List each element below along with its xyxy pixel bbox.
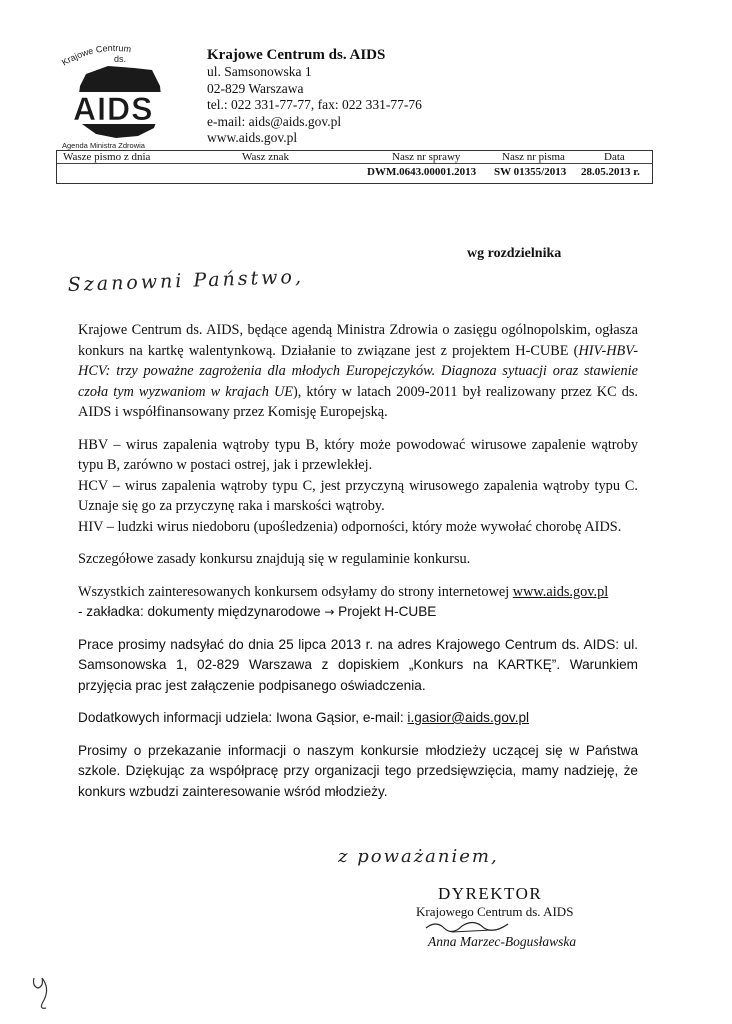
- addressee: wg rozdzielnika: [467, 246, 562, 261]
- paragraph-hbv: HBV – wirus zapalenia wątroby typu B, który może powodować wirusowe zapalenie wątroby typu B, zarówno w postaci ostrej, jak i przewlekłej.: [78, 436, 638, 473]
- org-phone: tel.: 022 331-77-77, fax: 022 331-77-76: [207, 97, 422, 112]
- closing-text: z poważaniem,: [338, 846, 499, 867]
- handwritten-greeting: [68, 263, 338, 312]
- contact-text: Dodatkowych informacji udziela: Iwona Gąsior, e-mail:: [78, 710, 408, 725]
- website-link[interactable]: www.aids.gov.pl: [512, 583, 609, 600]
- signature-block: [410, 884, 610, 950]
- website-text: Wszystkich zainteresowanych konkursem odsyłamy do strony internetowej: [78, 583, 513, 600]
- signature-scribble: [422, 916, 512, 938]
- paragraph-intro: [78, 320, 638, 423]
- paragraph-request: Prosimy o przekazanie informacji o naszym konkursie młodzieży uczącej się w Państwa szkole. Dziękując za współpracę przy organizacji tego przedsięwzięcia, mamy nadzieję, że konkurs wzbudzi zainteresowanie wśród młodzieży.: [78, 742, 638, 799]
- ref-letter-number-label: Nasz nr pisma: [502, 151, 565, 163]
- paragraph-submission: Prace prosimy nadsyłać do dnia 25 lipca 2013 r. na adres Krajowego Centrum ds. AIDS: ul. Samsonowska 1, 02-829 Warszawa z dopiskiem „Konkurs na KARTKĘ”. Warunkiem przyjęcia prac jest załączenie podpisanego oświadczenia.: [78, 636, 638, 693]
- ref-letter-number-value: SW 01355/2013: [494, 166, 567, 178]
- greeting-text: Szanowni Państwo,: [68, 265, 305, 296]
- handwritten-closing: [338, 836, 578, 885]
- org-logo: [56, 40, 182, 154]
- paragraph-contact: [78, 708, 638, 729]
- org-website: www.aids.gov.pl: [207, 130, 298, 145]
- table-divider: [57, 163, 652, 164]
- letterhead: [207, 46, 422, 147]
- signature-institution: Krajowego Centrum ds. AIDS: [416, 904, 574, 919]
- logo-caption: Agenda Ministra Zdrowia: [62, 141, 145, 150]
- website-tab-text: - zakładka: dokumenty międzynarodowe: [78, 604, 325, 619]
- ref-date-label: Data: [604, 151, 625, 163]
- arrow-right-icon: →: [324, 605, 335, 619]
- paragraph-rules: Szczegółowe zasady konkursu znajdują się w regulaminie konkursu.: [78, 551, 471, 567]
- ref-your-sign-label: Wasz znak: [242, 151, 290, 163]
- ref-case-number-value: DWM.0643.00001.2013: [367, 166, 477, 178]
- ref-your-letter-label: Wasze pismo z dnia: [63, 151, 151, 163]
- org-street: ul. Samsonowska 1: [207, 64, 312, 79]
- letter-body: [78, 320, 638, 814]
- paragraph-hiv: HIV – ludzki wirus niedoboru (upośledzenia) odporności, który może wywołać chorobę AIDS.: [78, 518, 622, 535]
- org-city: 02-829 Warszawa: [207, 80, 304, 96]
- website-project-text: Projekt H-CUBE: [334, 604, 437, 619]
- paragraph-website: [78, 582, 638, 623]
- signature-name: Anna Marzec-Bogusławska: [428, 934, 577, 949]
- contact-email-link[interactable]: i.gasior@aids.gov.pl: [407, 710, 530, 725]
- logo-arc-text: Krajowe Centrum: [60, 42, 132, 68]
- signature-title: DYREKTOR: [438, 884, 543, 903]
- paragraph-hcv: HCV – wirus zapalenia wątroby typu C, jest przyczyną wirusowego zapalenia wątroby typu C. Uznaje się go za przyczynę raka i marskości wątroby.: [78, 477, 638, 514]
- ref-case-number-label: Nasz nr sprawy: [392, 151, 461, 163]
- reference-table: [56, 150, 653, 184]
- project-full-title: HIV-HBV-HCV: trzy poważne zagrożenia dla młodych Europejczyków. Diagnoza sytuacji oraz stawienie czoła tym wyzwaniom w krajach UE: [78, 342, 638, 400]
- org-name: Krajowe Centrum ds. AIDS: [207, 47, 386, 63]
- intro-text-start: Krajowe Centrum ds. AIDS, będące agendą Ministra Zdrowia o zasięgu ogólnopolskim, ogłasza konkurs na kartkę walentynkową. Działanie to związane jest z projektem H-CUBE (: [78, 322, 638, 359]
- logo-ds-text: ds.: [114, 54, 127, 64]
- org-email: e-mail: aids@aids.gov.pl: [207, 113, 342, 129]
- logo-aids-text: AIDS: [73, 91, 154, 127]
- intro-text-end: ), który w latach 2009-2011 był realizowany przez KC ds. AIDS i współfinansowany przez Komisję Europejską.: [78, 383, 638, 420]
- handwritten-initial: [28, 972, 58, 1017]
- ref-date-value: 28.05.2013 r.: [581, 166, 640, 178]
